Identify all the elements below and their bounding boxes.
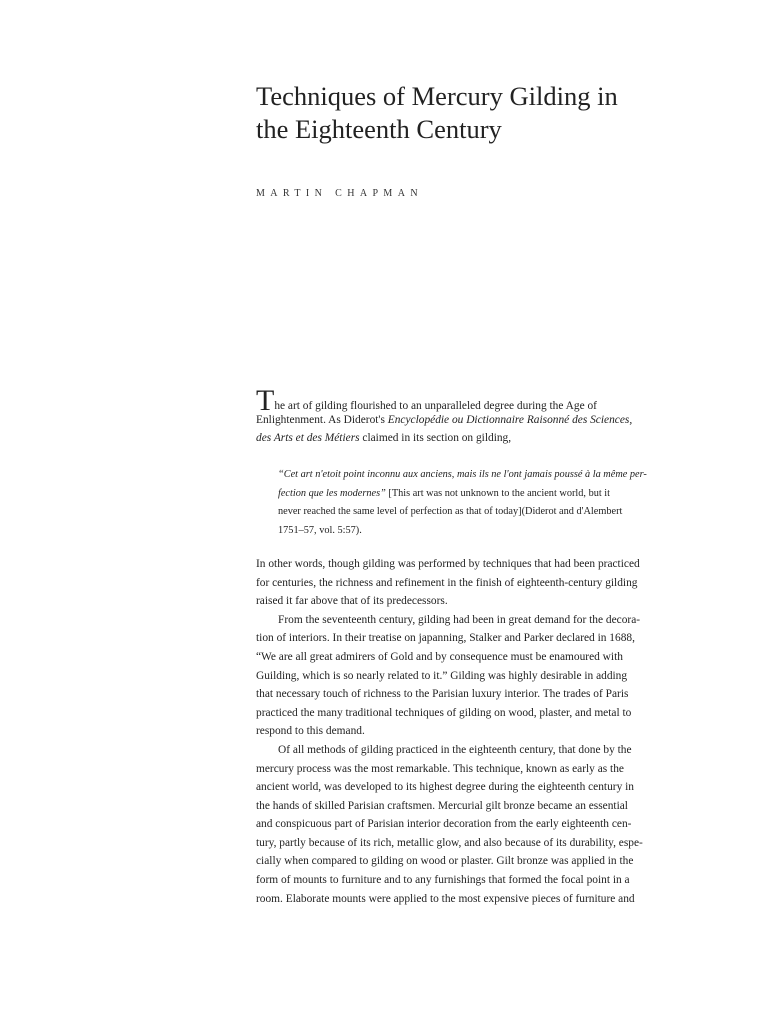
paragraph <box>256 555 696 611</box>
intro-paragraph <box>256 384 696 448</box>
text-line: “We are all great admirers of Gold and by consequence must be enamoured with <box>256 650 623 663</box>
text-span: Enlightenment. As Diderot's <box>256 413 388 426</box>
text-line: that necessary touch of richness to the Parisian luxury interior. The trades of Paris <box>256 688 629 701</box>
quote-line: never reached the same level of perfection as that of today](Diderot and d'Alembert <box>278 506 623 518</box>
title-line: the Eighteenth Century <box>256 114 502 144</box>
author-byline: MARTIN CHAPMAN <box>256 188 423 199</box>
block-quote <box>278 466 696 541</box>
italic-title: des Arts et des Métiers <box>256 432 360 445</box>
drop-cap: T <box>256 384 275 417</box>
text-span: he art of gilding flourished to an unparalleled degree during the Age of <box>274 400 597 412</box>
quote-line <box>278 466 696 485</box>
article-body <box>256 384 696 908</box>
text-line: In other words, though gilding was performed by techniques that had been practiced <box>256 557 640 570</box>
text-line: Of all methods of gilding practiced in the eighteenth century, that done by the <box>278 743 632 756</box>
text-line <box>256 384 696 417</box>
title-line: Techniques of Mercury Gilding in <box>256 81 618 111</box>
quote-line: 1751–57, vol. 5:57). <box>278 525 362 537</box>
text-line: practiced the many traditional techniques of gilding on wood, plaster, and metal to <box>256 706 632 719</box>
text-line: raised it far above that of its predecessors. <box>256 595 448 608</box>
text-line: cially when compared to gilding on wood or plaster. Gilt bronze was applied in the <box>256 855 634 868</box>
text-line: Guilding, which is so nearly related to it.” Gilding was highly desirable in adding <box>256 669 628 682</box>
text-line: ancient world, was developed to its highest degree during the eighteenth century in <box>256 781 634 794</box>
text-line: the hands of skilled Parisian craftsmen. Mercurial gilt bronze became an essential <box>256 799 628 812</box>
italic-title: Encyclopédie ou Dictionnaire Raisonné des Sciences, <box>387 413 633 426</box>
italic-quote: “Cet art n'etoit point inconnu aux anciens, mais ils ne l'ont jamais poussé à la même per- <box>278 468 647 480</box>
italic-quote: fection que les modernes” <box>278 487 386 499</box>
text-line: form of mounts to furniture and to any furnishings that formed the focal point in a <box>256 874 630 887</box>
text-span: [This art was not unknown to the ancient world, but it <box>385 487 611 499</box>
text-line <box>256 429 696 448</box>
paragraph <box>256 611 696 741</box>
quote-line <box>278 485 696 504</box>
text-line: tury, partly because of its rich, metallic glow, and also because of its durability, espe- <box>256 836 643 849</box>
text-line: respond to this demand. <box>256 725 365 738</box>
text-line: room. Elaborate mounts were applied to the most expensive pieces of furniture and <box>256 892 635 905</box>
text-line: tion of interiors. In their treatise on japanning, Stalker and Parker declared in 1688, <box>256 632 635 645</box>
article-title <box>256 80 696 146</box>
text-span: claimed in its section on gilding, <box>359 432 512 445</box>
text-line: for centuries, the richness and refinement in the finish of eighteenth-century gilding <box>256 576 638 589</box>
paragraph <box>256 741 696 908</box>
text-line: and conspicuous part of Parisian interior decoration from the early eighteenth cen- <box>256 818 632 831</box>
text-line: mercury process was the most remarkable. This technique, known as early as the <box>256 762 624 775</box>
text-line: From the seventeenth century, gilding had been in great demand for the decora- <box>278 613 641 626</box>
text-line <box>256 411 696 430</box>
